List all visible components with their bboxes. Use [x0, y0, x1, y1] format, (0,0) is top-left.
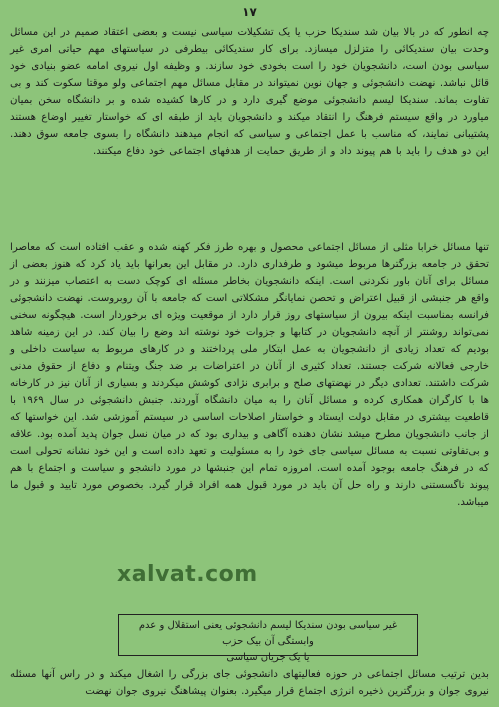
paragraph-2: تنها مسائل خرابا مثلی از مسائل اجتماعی محصول و بهره طرز فکر کهنه شده و عقب افتاده است که معاصرا تحقق در جامعه بزرگترها مربوط میشود و طرفداری دارد. در مقابل این بعرانها باید یاد کرد که هنوز بعضی از مسائل برای آنان باور نکردنی است. اینکه دانشجویان بخاطر مسئله ای کوچک دست به اعتصاب میزنند و در واقع هر جنبشی از قبیل اعتراض و تحصن نمایانگر مشکلاتی است که جامعه با آن روبروست. نهضت دانشجوئی فرانسه بمناسبت اینکه بیرون از سیاستهای روز قرار دارد از موقعیت ویژه ای برخوردار است. هیچگونه سخنی نمی‌تواند روشنتر از آنچه دانشجویان در کتابها و جزوات خود نوشته اند وضع را بیان کند. در این زمینه شاهد بودیم که تعداد زیادی از دانشجویان به عمل ابتکار ملی پرداختند و در کارهای مربوط به سیاست داخلی و خارجی فعالانه شرکت جستند. تعداد کثیری از آنان در اعتراضات بر ضد جنگ ویتنام و دفاع از حقوق مدنی شرکت داشتند. تعدادی دیگر در نهضتهای صلح و برابری نژادی کوشش میکردند و بسیاری از آنان نیز در کارخانه ها با کارگران همکاری کرده و مسائل آنان را به میان دانشگاه آوردند. جنبش دانشجوئی در سال ۱۹۶۹ با قاطعیت بیشتری در مقابل دولت ایستاد و خواستار اصلاحات اساسی در سیستم آموزشی شد. این خواستها که از جانب دانشجویان مطرح میشد نشان دهنده آگاهی و بیداری بود که در میان نسل جوان پدید آمده بود. علاقه و بی‌تفاوتی نسبت به مسائل سیاسی جای خود را به مسئولیت و تعهد داده است و این خود نشانه تحولی است که در فرهنگ جامعه بوجود آمده است. امروزه تمام این جنبشها در مورد دانشجو و سیاست و اجتماع با هم پیوند ناگسستنی دارند و راه حل آن باید در مورد قبول همه افراد قرار گیرد. بخصوص مورد تایید و قبول ما میباشد. [10, 242, 489, 508]
paragraph-1: چه انطور که در بالا بیان شد سندیکا حزب یا یک تشکیلات سیاسی نیست و بعضی اعتقاد صمیم در این مسائل وحدت بیان سندیکائی را متزلزل میسازد. برای کار سندیکائی بیطرفی در سیاستهای مهم حیاتی امری غیر سیاسی بودن است، دانشجویان خود را است بخودی خود سازند. و وظیفه اول نیروی امامه عضو بنیادی خود قائل نباشد. نهضت دانشجوئی و جهان نوین نمیتواند در مقابل مسائل مهم اجتماعی ولو موقتا سکوت کند و بی تفاوت بماند. سندیکا لیسم دانشجوئی موضع گیری دارد و در کارها کشیده شده و بر دانشگاه سخن بمیان میاورد در واقع سیستم فرهنگ را انتقاد میکند و دانشجویان باید از طبقه ای که خواستار تغییر اوضاع هستند پشتیبانی نمایند، که مناسب با عمل اجتماعی و سیاسی که انجام میدهند دانشگاه را بسوی جامعه سوق دهند. این دو هدف را باید با هم پیوند داد و از طریق حمایت از هدفهای اجتماعی خود دفاع میکنند. [10, 27, 489, 157]
quote-line-2: یا یک جریان سیاسی [226, 652, 310, 663]
watermark: xalvat.com [117, 562, 258, 587]
quote-line-1: غیر سیاسی بودن سندیکا لیسم دانشجوئی یعنی استقلال و عدم وابستگی آن بیک حزب [138, 620, 398, 647]
quote-box [118, 614, 418, 663]
page-number: ۱۷ [242, 5, 257, 19]
closing-paragraph: بدین ترتیب مسائل اجتماعی در حوزه فعالیتهای دانشجوئی جای بزرگی را اشغال میکند و در راس آنها مسئله نیروی جوان و بزرگترین ذخیره انرژی اجتماع قرار میگیرد. بعنوان پیشاهنگ نیروی جوان نهضت [10, 669, 489, 697]
